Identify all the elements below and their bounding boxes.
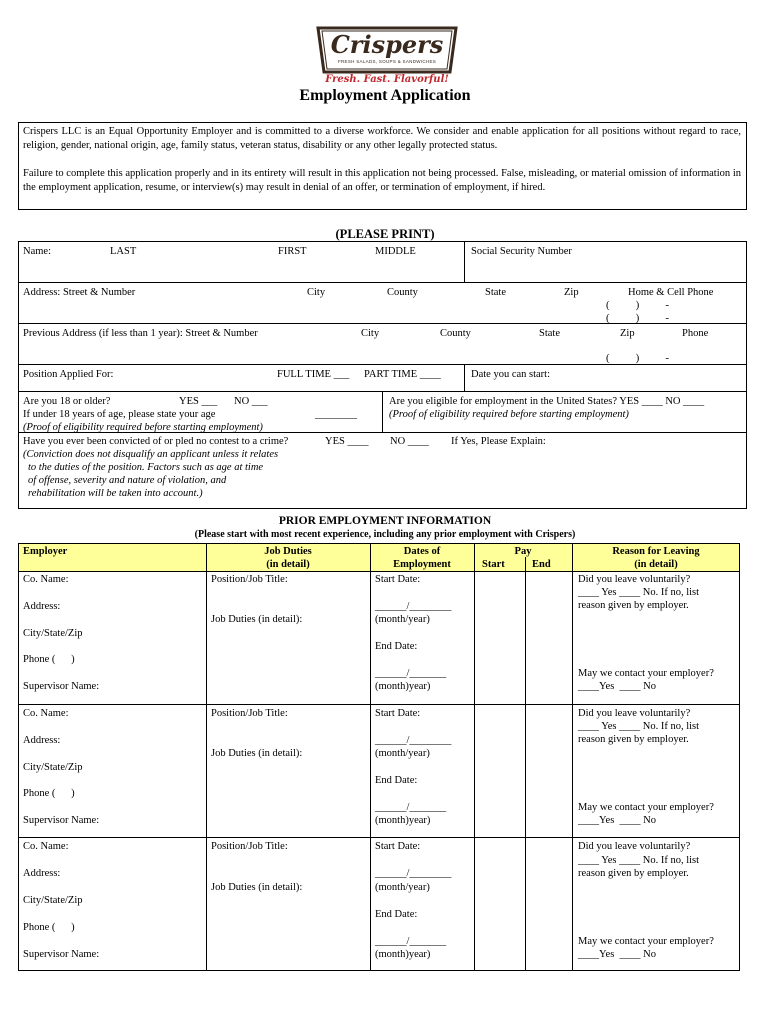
crime-question: Have you ever been convicted of or pled no contest to a crime?: [23, 436, 289, 447]
employer-3-voluntary-yn[interactable]: ____ Yes ____ No. If no, list: [578, 855, 700, 866]
logo-brand: Crispers: [330, 30, 444, 59]
prior-employment-heading: PRIOR EMPLOYMENT INFORMATION: [278, 515, 492, 527]
first-name-field[interactable]: FIRST: [278, 246, 307, 257]
employer-3-start-date: Start Date:: [375, 841, 421, 852]
age-yes-option[interactable]: YES ___: [179, 396, 218, 407]
middle-name-field[interactable]: MIDDLE: [375, 246, 416, 257]
employer-1-position[interactable]: Position/Job Title:: [211, 574, 288, 585]
employer-2-reason: reason given by employer.: [578, 734, 689, 745]
employer-1-duties[interactable]: Job Duties (in detail):: [211, 614, 303, 625]
employer-1-supervisor[interactable]: Supervisor Name:: [23, 681, 100, 692]
col-employer: Employer: [23, 546, 68, 557]
employer-3-start-input[interactable]: ______/________: [375, 868, 452, 879]
col-dates-1: Dates of: [403, 546, 441, 557]
employer-2-start-date: Start Date:: [375, 708, 421, 719]
under-18-label: If under 18 years of age, please state your age: [23, 409, 216, 420]
col-pay-start: Start: [482, 559, 505, 570]
employer-1-end-format: (month)year): [375, 681, 431, 692]
employer-2-address[interactable]: Address:: [23, 735, 61, 746]
prev-address-county-field[interactable]: County: [440, 328, 471, 339]
last-name-field[interactable]: LAST: [110, 246, 137, 257]
part-time-option[interactable]: PART TIME ____: [364, 369, 441, 380]
employer-2-end-date: End Date:: [375, 775, 418, 786]
employer-3-voluntary: Did you leave voluntarily?: [578, 841, 691, 852]
employer-3-duties[interactable]: Job Duties (in detail):: [211, 882, 303, 893]
us-eligibility-question[interactable]: Are you eligible for employment in the United States? YES ____ NO ____: [389, 396, 705, 407]
age-proof-note: (Proof of eligibility required before starting employment): [23, 422, 263, 433]
employer-1-contact: May we contact your employer?: [578, 668, 714, 679]
employer-1-phone[interactable]: Phone ( ): [23, 654, 75, 665]
crime-yes-option[interactable]: YES ____: [325, 436, 369, 447]
employer-3-city[interactable]: City/State/Zip: [23, 895, 83, 906]
employer-1-start-input[interactable]: ______/________: [375, 601, 452, 612]
us-eligibility-proof-note: (Proof of eligibility required before starting employment): [389, 409, 629, 420]
employer-1-end-date: End Date:: [375, 641, 418, 652]
please-print: (PLEASE PRINT): [335, 227, 435, 241]
employer-1-end-input[interactable]: ______/_______: [375, 668, 447, 679]
address-street-field[interactable]: Address: Street & Number: [23, 287, 136, 298]
address-county-field[interactable]: County: [387, 287, 418, 298]
intro-paragraph-2: Failure to complete this application properly and in its entirety will result in this application not being processed. False, misleading, or material omission of information in the employment application, resume, or interview(s) may result in denial of an offer, or termination of employment, if hired.: [23, 168, 741, 193]
employer-1-address[interactable]: Address:: [23, 601, 61, 612]
address-zip-field[interactable]: Zip: [564, 287, 579, 298]
home-phone-format: ( ) -: [606, 300, 669, 311]
logo-tagline: FRESH SALADS, SOUPS & SANDWICHES: [337, 59, 437, 64]
crime-no-option[interactable]: NO ____: [390, 436, 429, 447]
employer-3-end-format: (month)year): [375, 949, 431, 960]
employer-2-co-name[interactable]: Co. Name:: [23, 708, 69, 719]
col-duties-2: (in detail): [266, 559, 310, 570]
col-duties-1: Job Duties: [264, 546, 312, 557]
home-cell-phone-field[interactable]: Home & Cell Phone: [628, 287, 714, 298]
crime-note-line-4: rehabilitation will be taken into account.): [28, 488, 203, 499]
crime-note-line-2: to the duties of the position. Factors such as age at time: [28, 462, 264, 473]
page-title: Employment Application: [299, 87, 471, 104]
employer-3-end-date: End Date:: [375, 909, 418, 920]
address-state-field[interactable]: State: [485, 287, 506, 298]
prev-phone-field[interactable]: Phone: [682, 328, 709, 339]
start-date-field[interactable]: Date you can start:: [471, 369, 551, 380]
address-city-field[interactable]: City: [307, 287, 326, 298]
employer-1-city[interactable]: City/State/Zip: [23, 628, 83, 639]
age-input[interactable]: ________: [315, 409, 357, 420]
name-label: Name:: [23, 246, 51, 257]
employer-1-co-name[interactable]: Co. Name:: [23, 574, 69, 585]
employer-3-supervisor[interactable]: Supervisor Name:: [23, 949, 100, 960]
employer-2-end-input[interactable]: ______/_______: [375, 802, 447, 813]
employer-3-co-name[interactable]: Co. Name:: [23, 841, 69, 852]
employer-2-city[interactable]: City/State/Zip: [23, 762, 83, 773]
employer-2-phone[interactable]: Phone ( ): [23, 788, 75, 799]
employer-2-position[interactable]: Position/Job Title:: [211, 708, 288, 719]
crispers-logo: [312, 22, 462, 90]
employer-2-voluntary: Did you leave voluntarily?: [578, 708, 691, 719]
employer-3-position[interactable]: Position/Job Title:: [211, 841, 288, 852]
cell-phone-format: ( ) -: [606, 313, 669, 324]
employer-2-contact-yn[interactable]: ____Yes ____ No: [578, 815, 656, 826]
age-no-option[interactable]: NO ___: [234, 396, 268, 407]
employer-1-start-format: (month/year): [375, 614, 430, 625]
employer-1-contact-yn[interactable]: ____Yes ____ No: [578, 681, 656, 692]
prev-address-street-field[interactable]: Previous Address (if less than 1 year): Street & Number: [23, 328, 258, 339]
col-pay-end: End: [532, 559, 551, 570]
prior-employment-subheading: (Please start with most recent experience, including any prior employment with Crispers): [194, 529, 576, 540]
employer-2-voluntary-yn[interactable]: ____ Yes ____ No. If no, list: [578, 721, 700, 732]
col-dates-2: Employment: [393, 559, 451, 570]
crime-note-line-1: (Conviction does not disqualify an applicant unless it relates: [23, 449, 279, 460]
age-question: Are you 18 or older?: [23, 396, 111, 407]
employer-2-start-format: (month/year): [375, 748, 430, 759]
employer-2-start-input[interactable]: ______/________: [375, 735, 452, 746]
employer-3-address[interactable]: Address:: [23, 868, 61, 879]
employer-2-end-format: (month)year): [375, 815, 431, 826]
employer-3-phone[interactable]: Phone ( ): [23, 922, 75, 933]
prev-phone-format: ( ) -: [606, 353, 669, 364]
employer-2-contact: May we contact your employer?: [578, 802, 714, 813]
logo-slogan: Fresh. Fast. Flavorful!: [325, 74, 449, 85]
employer-3-start-format: (month/year): [375, 882, 430, 893]
col-reason-2: (in detail): [634, 559, 678, 570]
prev-address-city-field[interactable]: City: [361, 328, 380, 339]
employer-2-duties[interactable]: Job Duties (in detail):: [211, 748, 303, 759]
ssn-field[interactable]: Social Security Number: [471, 246, 572, 257]
prev-address-zip-field[interactable]: Zip: [620, 328, 635, 339]
employer-1-reason: reason given by employer.: [578, 600, 689, 611]
full-time-option[interactable]: FULL TIME ___: [277, 369, 350, 380]
col-reason-1: Reason for Leaving: [612, 546, 700, 557]
intro-paragraph-1: Crispers LLC is an Equal Opportunity Employer and is committed to a diverse workforce. We consider and enable application for all positions without regard to race, religion, gender, national origin, age, family status, veteran status, disability or any other legally protected status.: [23, 126, 741, 151]
employer-2-supervisor[interactable]: Supervisor Name:: [23, 815, 100, 826]
crime-explain-field[interactable]: If Yes, Please Explain:: [451, 436, 546, 447]
employer-3-contact: May we contact your employer?: [578, 936, 714, 947]
employer-3-contact-yn[interactable]: ____Yes ____ No: [578, 949, 656, 960]
prev-address-state-field[interactable]: State: [539, 328, 560, 339]
employer-3-reason: reason given by employer.: [578, 868, 689, 879]
crime-note-line-3: of offense, severity and nature of violation, and: [28, 475, 227, 486]
col-pay: Pay: [514, 546, 532, 557]
employer-1-start-date: Start Date:: [375, 574, 421, 585]
employer-3-end-input[interactable]: ______/_______: [375, 936, 447, 947]
employer-1-voluntary-yn[interactable]: ____ Yes ____ No. If no, list: [578, 587, 700, 598]
position-applied-field[interactable]: Position Applied For:: [23, 369, 114, 380]
employer-1-voluntary: Did you leave voluntarily?: [578, 574, 691, 585]
